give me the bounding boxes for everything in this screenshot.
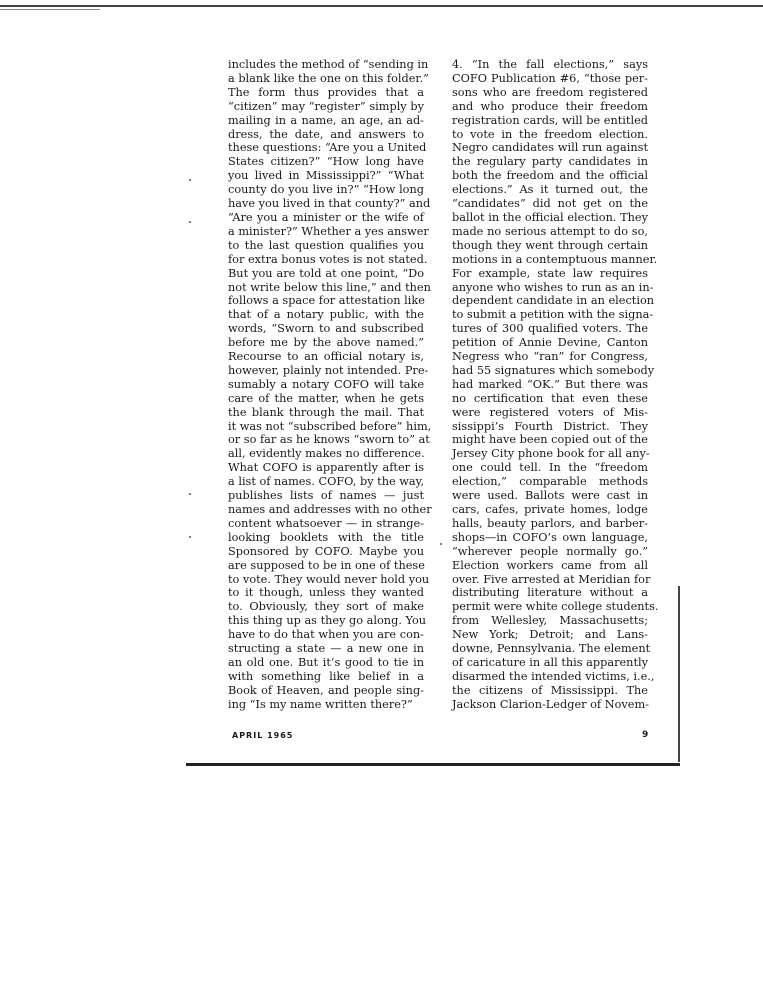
right-column-line: had 55 signatures which somebody (452, 363, 655, 377)
left-column-line: Recourse to an official notary is, (228, 350, 424, 364)
right-column-line: election,” comparable methods (452, 475, 648, 489)
left-column-line: content whatsoever — in strange- (228, 516, 424, 530)
right-column-line: and who produce their freedom (452, 99, 648, 113)
right-column-line: COFO Publication #6, “those per- (452, 71, 648, 85)
left-column-line: that of a notary public, with the (228, 308, 424, 322)
right-column-line: Election workers came from all (452, 558, 648, 572)
left-column-line: have to do that when you are con- (228, 628, 424, 642)
right-column-line: Negro candidates will run against (452, 141, 648, 155)
margin-mark (189, 493, 191, 495)
right-column-line: made no serious attempt to do so, (452, 224, 648, 238)
right-column-line: to vote in the freedom election. (452, 127, 648, 141)
left-column-line: dress, the date, and answers to (228, 127, 424, 141)
left-column-line: “Are you a minister or the wife of (228, 210, 424, 224)
margin-mark (189, 179, 191, 181)
right-column-line: both the freedom and the official (452, 169, 648, 183)
left-column-line: a list of names. COFO, by the way, (228, 475, 425, 489)
left-column-line: or so far as he knows “sworn to” at (228, 433, 430, 447)
margin-mark (440, 543, 442, 545)
right-text-column (452, 58, 659, 712)
right-column-line: Jersey City phone book for all any- (452, 447, 650, 461)
right-column-line: sissippi’s Fourth District. They (452, 419, 648, 433)
left-column-line: names and addresses with no other (228, 503, 432, 516)
right-column-line: permit were white college students. (452, 600, 659, 614)
left-text-column (228, 58, 432, 712)
right-column-line: were registered voters of Mis- (452, 405, 648, 419)
left-column-line: all, evidently makes no difference. (228, 447, 425, 461)
margin-mark (189, 536, 191, 538)
right-column-line: motions in a contemptuous manner. (452, 252, 658, 266)
right-column-line: cars, cafes, private homes, lodge (452, 503, 648, 516)
left-column-line: to it though, unless they wanted (228, 586, 424, 600)
right-column-line: shops—in COFO’s own language, (452, 530, 648, 544)
left-column-line: however, plainly not intended. Pre- (228, 363, 429, 377)
left-column-line: it was not “subscribed before” him, (228, 419, 432, 433)
left-column-line: ing “Is my name written there?” (228, 697, 413, 711)
right-column-line: “candidates” did not get on the (452, 197, 648, 211)
right-column-line: elections.” As it turned out, the (452, 183, 648, 197)
left-column-line: States citizen?” “How long have (228, 155, 424, 169)
left-column-line: sumably a notary COFO will take (228, 377, 424, 391)
left-column-line: to vote. They would never hold you (228, 572, 430, 586)
right-column-line: anyone who wishes to run as an in- (452, 280, 654, 294)
left-column-line: not write below this line,” and then (228, 280, 431, 294)
right-column-line: from Wellesley, Massachusetts; (452, 614, 648, 628)
left-column-line: you lived in Mississippi?” “What (228, 169, 424, 183)
left-column-line: this thing up as they go along. You (228, 614, 427, 628)
left-column-line: are supposed to be in one of these (228, 558, 425, 572)
right-column-line: one could tell. In the “freedom (452, 461, 648, 475)
margin-mark (189, 221, 191, 223)
top-rule-accent (0, 9, 100, 10)
right-column-line: to submit a petition with the signa- (452, 308, 654, 322)
right-column-line: halls, beauty parlors, and barber- (452, 516, 648, 530)
right-column-line: tures of 300 qualified voters. The (452, 322, 648, 336)
left-column-line: The form thus provides that a (228, 85, 424, 99)
right-column-line: over. Five arrested at Meridian for (452, 572, 651, 586)
left-column-line: But you are told at one point, “Do (228, 266, 424, 280)
right-column-line: ballot in the official election. They (452, 210, 648, 224)
left-column-line: for extra bonus votes is not stated. (228, 252, 428, 266)
left-column-line: looking booklets with the title (228, 530, 424, 544)
bottom-rule (186, 763, 680, 766)
right-column-line: downe, Pennsylvania. The element (452, 642, 651, 656)
right-column-line: though they went through certain (452, 238, 648, 252)
left-column-line: to. Obviously, they sort of make (228, 600, 424, 614)
left-column-line: What COFO is apparently after is (228, 461, 424, 475)
right-column-line: sons who are freedom registered (452, 85, 648, 99)
right-column-line: the citizens of Mississippi. The (452, 683, 648, 697)
right-column-line: For example, state law requires (452, 266, 648, 280)
left-column-line: words, “Sworn to and subscribed (228, 322, 424, 336)
top-rule (0, 5, 763, 7)
left-column-line: before me by the above named.” (228, 336, 424, 350)
right-column-line: Negress who “ran” for Congress, (452, 350, 648, 364)
right-column-line: 4. “In the fall elections,” says (452, 58, 648, 71)
left-column-line: Sponsored by COFO. Maybe you (228, 544, 424, 558)
left-column-line: with something like belief in a (228, 669, 424, 683)
right-column-line: had marked “OK.” But there was (452, 377, 648, 391)
right-column-line: the regulary party candidates in (452, 155, 648, 169)
right-column-line: New York; Detroit; and Lans- (452, 628, 648, 642)
left-column-line: structing a state — a new one in (228, 642, 424, 656)
right-column-line: “wherever people normally go.” (452, 544, 648, 558)
left-column-line: these questions: “Are you a United (228, 141, 427, 155)
right-column-line: of caricature in all this apparently (452, 655, 648, 669)
right-edge-rule (678, 586, 680, 762)
left-column-line: have you lived in that county?” and (228, 197, 431, 211)
right-column-line: were used. Ballots were cast in (452, 489, 648, 503)
issue-date: APRIL 1965 (232, 731, 294, 740)
right-column-line: Jackson Clarion-Ledger of Novem- (452, 697, 649, 711)
left-column-line: “citizen” may “register” simply by (228, 99, 424, 113)
right-column-line: registration cards, will be entitled (452, 113, 648, 127)
right-column-line: dependent candidate in an election (452, 294, 655, 308)
left-column-line: follows a space for attestation like (228, 294, 425, 308)
left-column-line: to the last question qualifies you (228, 238, 424, 252)
left-column-line: a blank like the one on this folder.” (228, 71, 429, 85)
right-column-line: distributing literature without a (452, 586, 648, 600)
right-column-line: might have been copied out of the (452, 433, 648, 447)
left-column-line: a minister?” Whether a yes answer (228, 224, 429, 238)
left-column-line: care of the matter, when he gets (228, 391, 424, 405)
right-column-line: no certification that even these (452, 391, 648, 405)
left-column-line: the blank through the mail. That (228, 405, 424, 419)
right-column-line: disarmed the intended victims, i.e., (452, 669, 655, 683)
left-column-line: includes the method of “sending in (228, 58, 429, 71)
page-number: 9 (642, 730, 649, 740)
right-column-line: petition of Annie Devine, Canton (452, 336, 648, 350)
left-column-line: an old one. But it’s good to tie in (228, 655, 424, 669)
left-column-line: publishes lists of names — just (228, 489, 424, 503)
left-column-line: Book of Heaven, and people sing- (228, 683, 424, 697)
left-column-line: county do you live in?” “How long (228, 183, 424, 197)
left-column-line: mailing in a name, an age, an ad- (228, 113, 424, 127)
